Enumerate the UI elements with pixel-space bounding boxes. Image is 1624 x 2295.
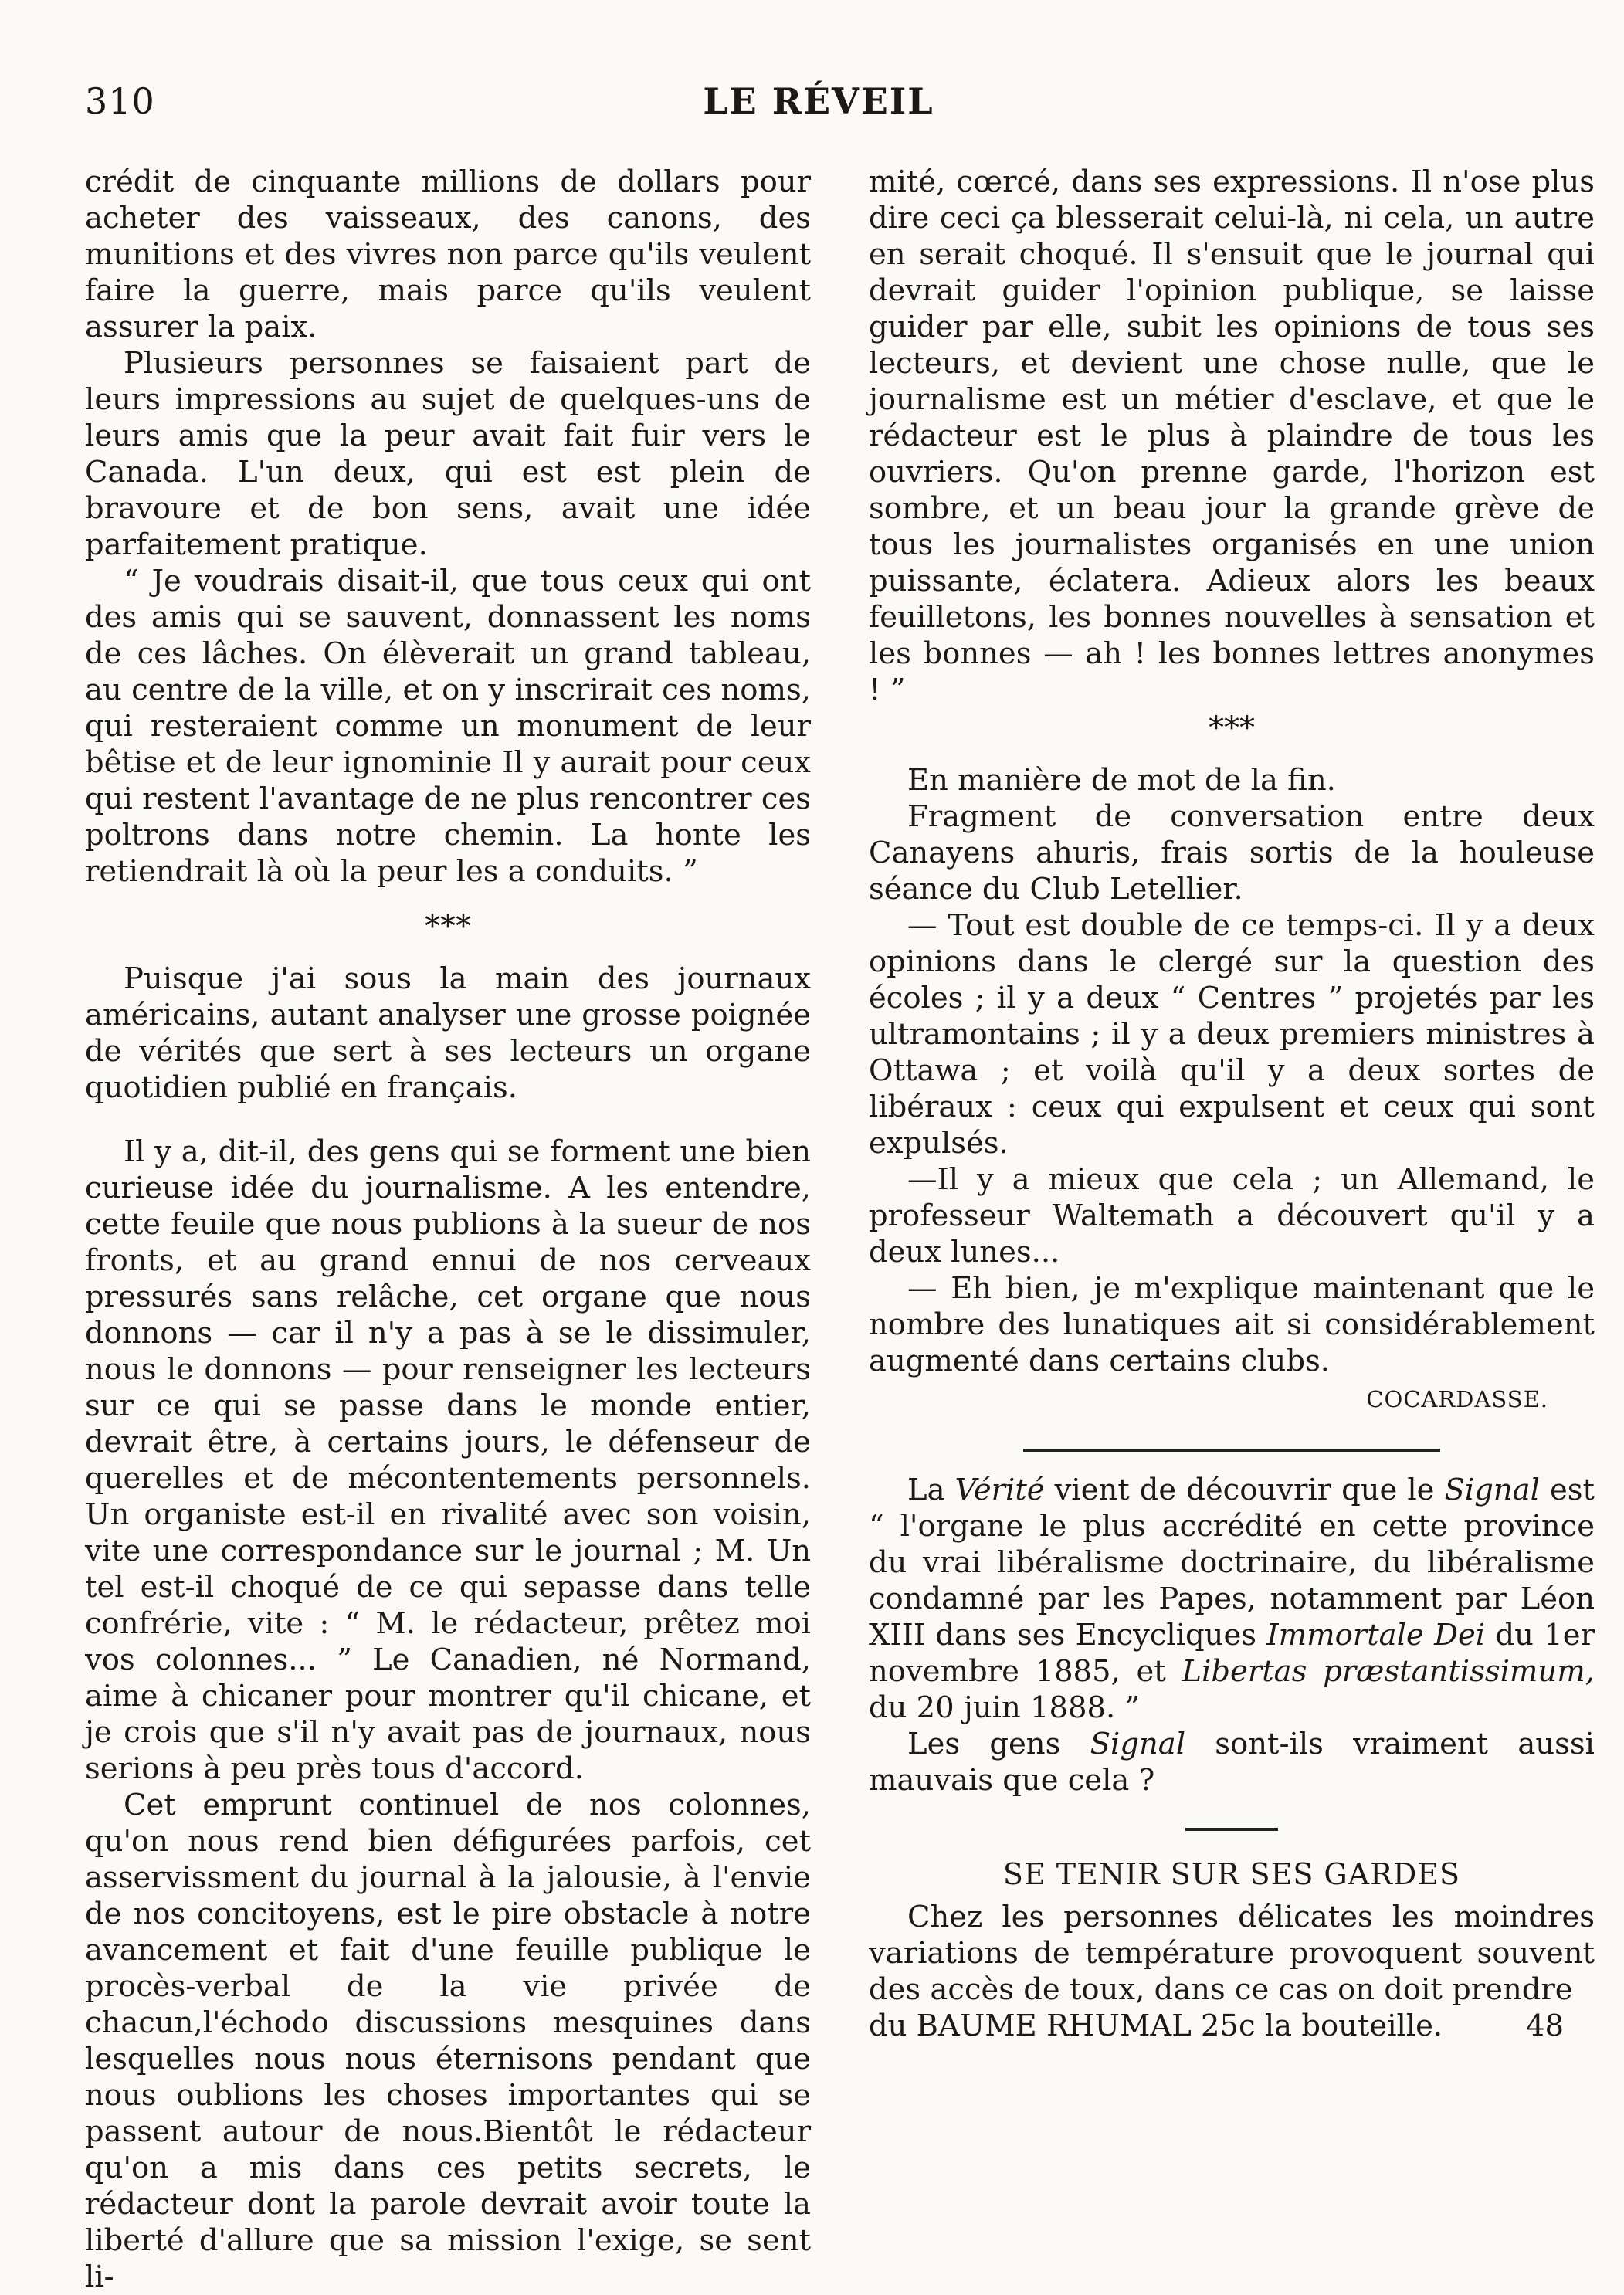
right-column [869,164,1595,2044]
paragraph: mité, cœrcé, dans ses expressions. Il n'ose plus dire ceci ça blesserait celui-là, ni cela, un autre en serait choqué. Il s'ensuit que le journal qui devrait guider l'opinion publique, se laisse guider par elle, subit les opinions de tous ses lecteurs, et devient une chose nulle, que le journalisme est un métier d'esclave, et que le rédacteur est le plus à plaindre de tous les ouvriers. Qu'on prenne garde, l'horizon est sombre, et un beau jour la grande grève de tous les journalistes organisés en une union puissante, éclatera. Adieux alors les beaux feuilletons, les bonnes nouvelles à sensation et les bonnes — ah ! les bonnes lettres anonymes ! ” [869,164,1595,707]
page-number: 310 [85,80,155,122]
closing-line [869,2008,1595,2044]
text-span: vient de découvrir que le [1054,1473,1435,1507]
text-span: La [907,1473,945,1507]
paragraph: “ Je voudrais disait-il, que tous ceux qui ont des amis qui se sauvent, donnassent les noms de ces lâches. On élèverait un grand tableau, au centre de la ville, et on y inscrirait ces noms, qui resteraient comme un monument de leur bêtise et de leur ignominie Il y aurait pour ceux qui restent l'avantage de ne plus rencontrer ces poltrons dans notre chemin. La honte les retiendrait là où la peur les a conduits. ” [85,564,811,889]
paragraph: Il y a, dit-il, des gens qui se forment une bien curieuse idée du journalisme. A les entendre, cette feuile que nous publions à la sueur de nos fronts, et au grand ennui de nos cerveaux pressurés sans relâche, cet organe que nous donnons — car il n'y a pas à se le dissimuler, nous le donnons — pour renseigner les lecteurs sur ce qui se passe dans le monde entier, devrait être, à certains jours, le défenseur de querelles et de mécontentements personnels. Un organiste est-il en rivalité avec son voisin, vite une correspondance sur le journal ; M. Un tel est-il choqué de ce qui sepasse dans telle confrérie, vite : “ M. le rédacteur, prêtez moi vos colonnes... ” Le Canadien, né Normand, aime à chicaner pour montrer qu'il chicane, et je crois que s'il n'y avait pas de journaux, nous serions à peu près tous d'accord. [85,1134,811,1786]
italic-title: Libertas præstantissimum, [1182,1654,1595,1689]
paragraph: Chez les personnes délicates les moindres variations de température provoquent souvent des accès de toux, dans ce cas on doit prendre [869,1900,1595,2007]
stars-glyph: *** [425,909,471,944]
paragraph: Fragment de conversation entre deux Canayens ahuris, frais sortis de la houleuse séance du Club Letellier. [869,799,1595,907]
paragraph: Plusieurs personnes se faisaient part de leurs impressions au sujet de quelques-uns de leurs amis que la peur avait fait fuir vers le Canada. L'un deux, qui est est plein de bravoure et de bon sens, avait une idée parfaitement pratique. [85,346,811,562]
paragraph: En manière de mot de la fin. [907,763,1336,798]
left-column [85,164,811,2295]
divider-rule [1185,1828,1278,1831]
paragraph: —Il y a mieux que cela ; un Allemand, le professeur Waltemath a découvert qu'il y a deux lunes... [869,1162,1595,1270]
text-span: sont-ils vraiment aussi mauvais que cela ? [869,1727,1595,1798]
newspaper-title: LE RÉVEIL [703,80,934,122]
text-span: Les gens [907,1727,1061,1761]
italic-title: Vérité [954,1473,1045,1507]
section-separator-stars [869,708,1595,762]
paragraph: — Eh bien, je m'explique maintenant que le nombre des lunatiques ait si considérablement augmenté dans certains clubs. [869,1271,1595,1378]
page-header [85,80,1552,134]
italic-title: Signal [1444,1473,1540,1507]
stars-glyph: *** [1209,710,1255,746]
ad-last-line: du BAUME RHUMAL 25c la bouteille. [869,2009,1443,2043]
section-separator-stars [85,907,811,961]
paragraph: crédit de cinquante millions de dollars pour acheter des vaisseaux, des canons, des munitions et des vivres non parce qu'ils veulent faire la guerre, mais parce qu'ils veulent assurer la paix. [85,164,811,344]
divider-rule [1023,1449,1440,1452]
paragraph [869,1472,1595,1726]
paragraph: Puisque j'ai sous la main des journaux américains, autant analyser une grosse poignée de vérités que sert à ses lecteurs un organe quotidien publié en français. [85,961,811,1105]
text-span: du 20 juin 1888. ” [869,1690,1141,1725]
italic-title: Immortale Dei [1266,1618,1486,1653]
italic-title: Signal [1090,1727,1186,1761]
folio-number: 48 [1526,2009,1564,2043]
section-heading: SE TENIR SUR SES GARDES [1002,1857,1461,1891]
paragraph: — Tout est double de ce temps-ci. Il y a deux opinions dans le clergé sur la question des écoles ; il y a deux “ Centres ” projetés par les ultramontains ; il y a deux premiers ministres à Ottawa ; et voilà qu'il y a deux sortes de libéraux : ceux qui expulsent et ceux qui sont expulsés. [869,908,1595,1161]
text-span: du 1er novembre 1885, et [869,1618,1595,1689]
paragraph [869,1726,1595,1798]
paragraph: Cet emprunt continuel de nos colonnes, qu'on nous rend bien défigurées parfois, cet asservissment du journal à la jalousie, à l'envie de nos concitoyens, est le pire obstacle à notre avancement et fait d'une feuille publique le procès-verbal de la vie privée de chacun,l'échodo discussions mesquines dans lesquelles nous nous éternisons pendant que nous oublions les choses importantes qui se passent autour de nous.Bientôt le rédacteur qu'on a mis dans ces petits secrets, le rédacteur dont la parole devrait avoir toute la liberté d'allure que sa mission l'exige, se sent li- [85,1788,811,2294]
text-span: est “ l'organe le plus accrédité en cette province du vrai libéralisme doctrinaire, du libéralisme condamné par les Papes, notamment par Léon XIII dans ses Encycliques [869,1473,1595,1653]
author-signature: COCARDASSE. [1366,1386,1548,1412]
